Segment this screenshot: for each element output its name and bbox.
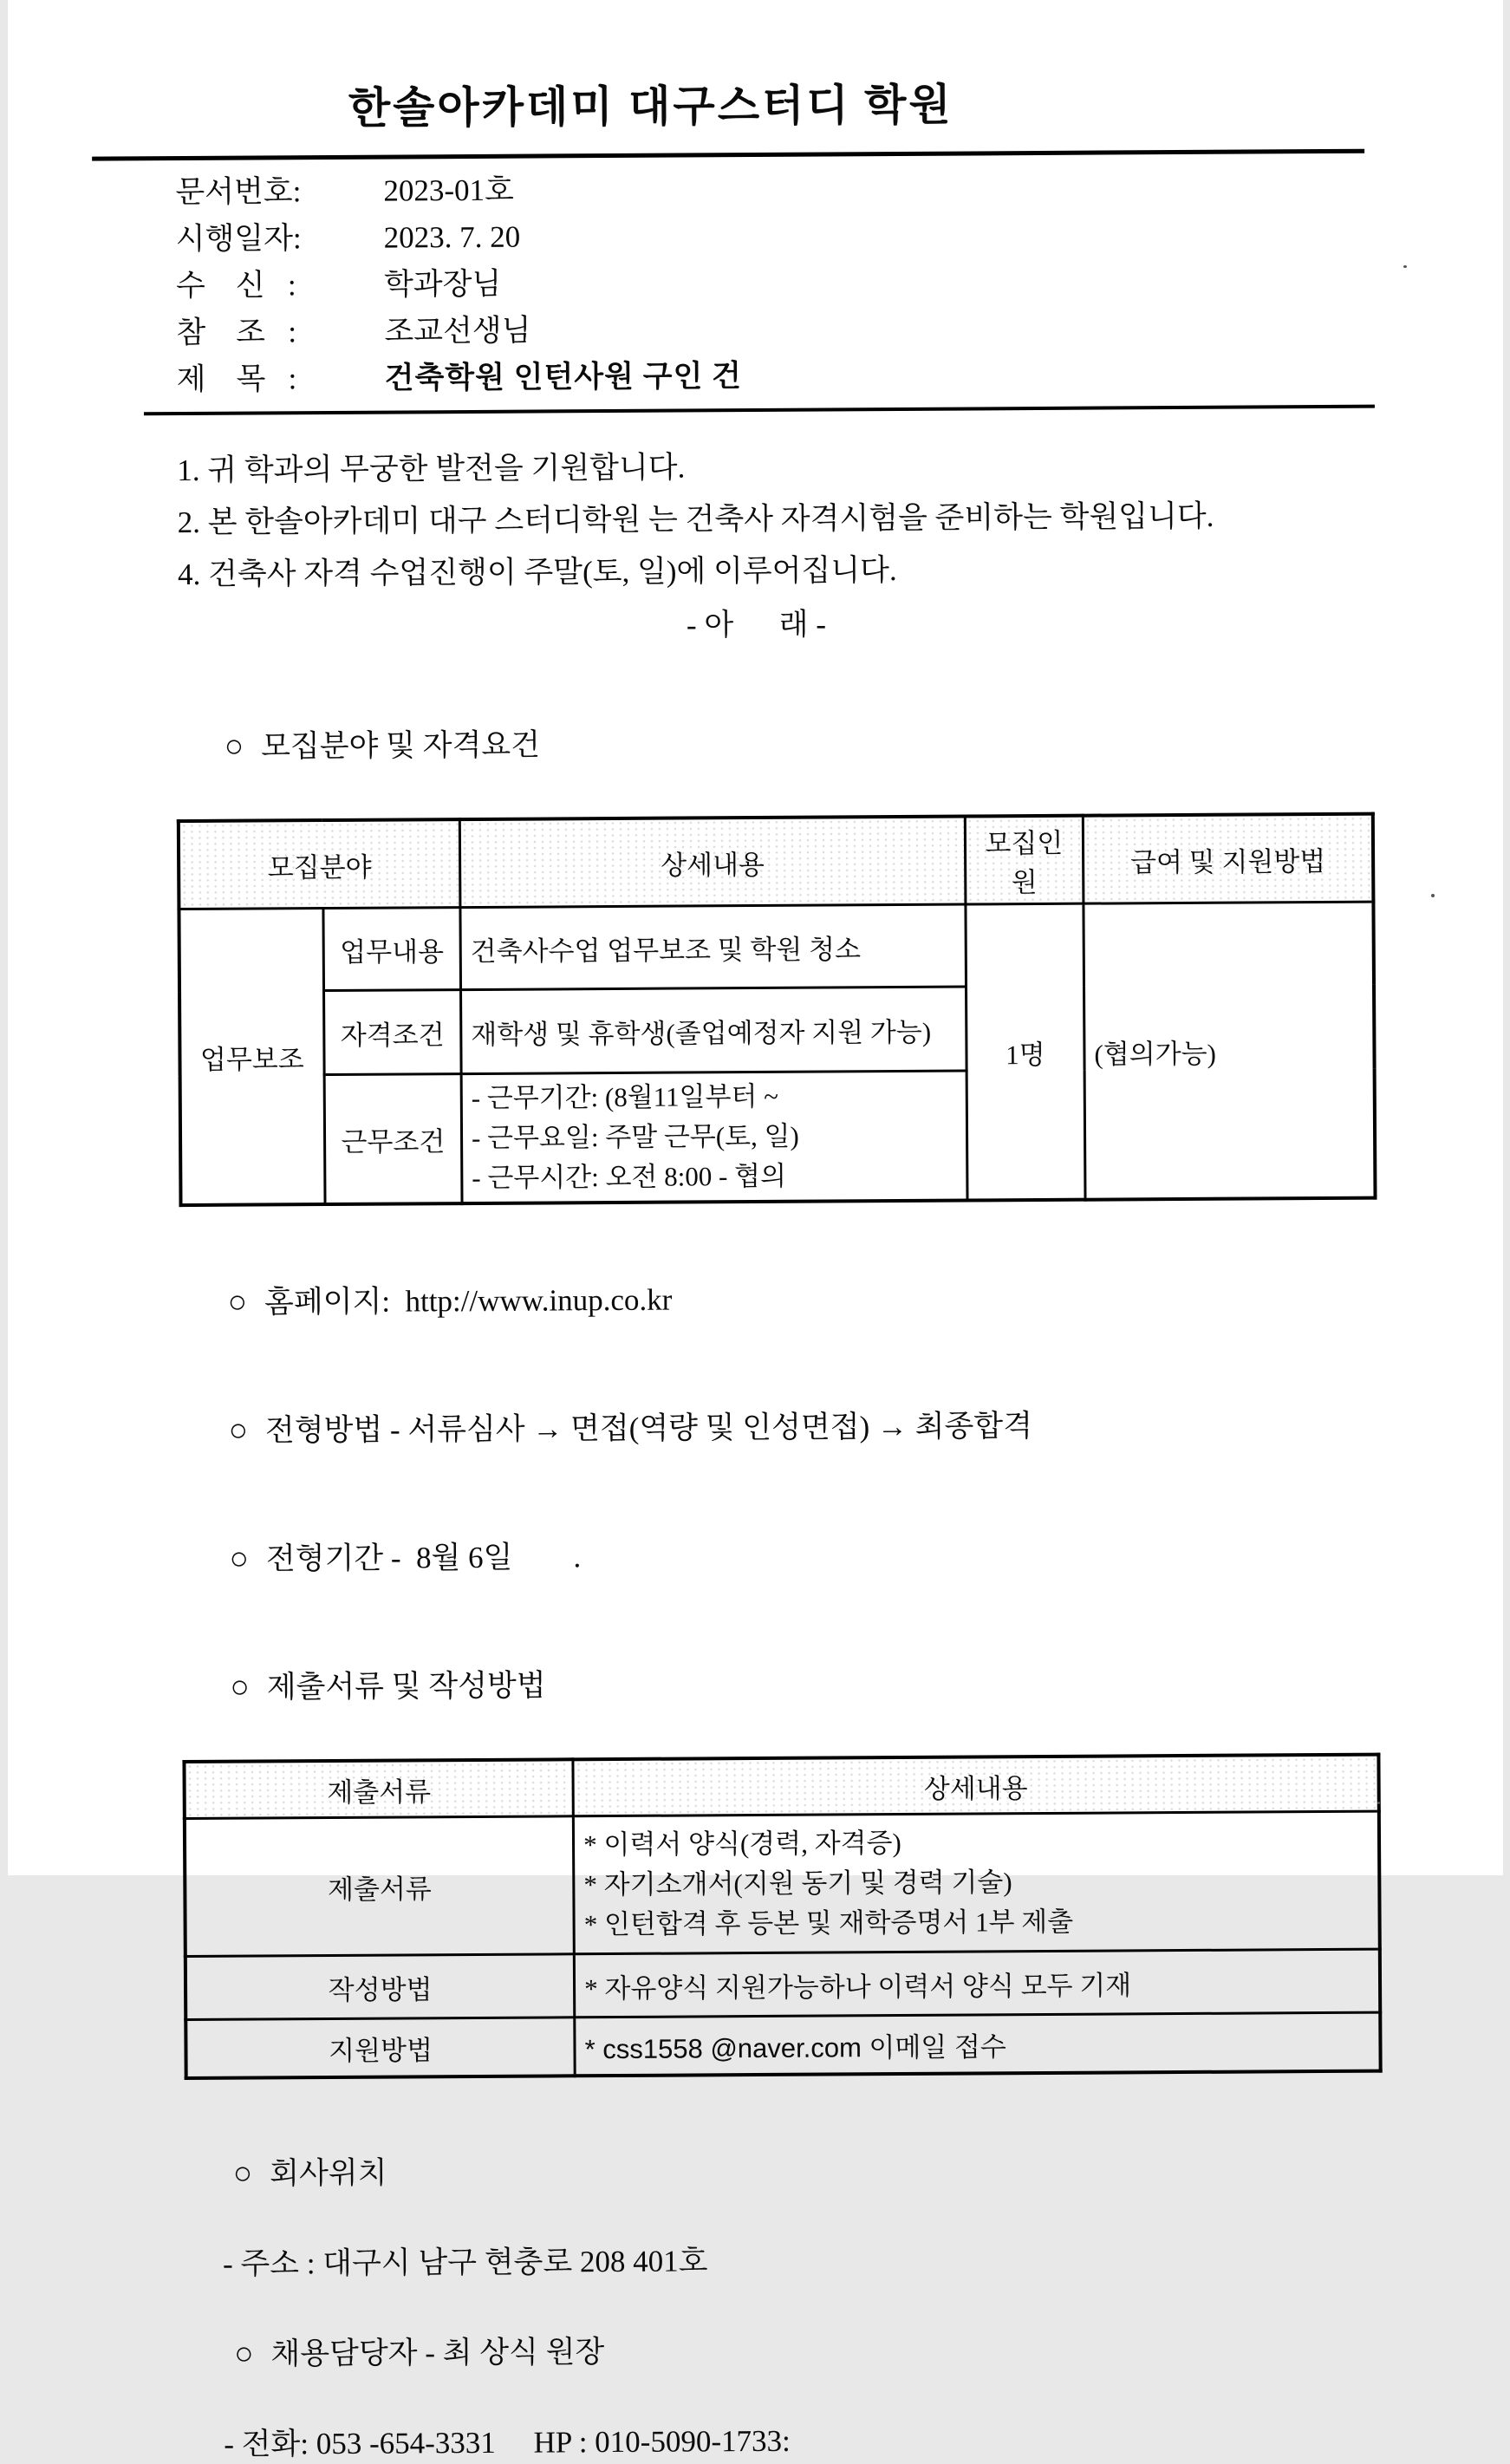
meta-row-recipient: [175, 256, 1364, 310]
documents-text: 제출서류 및 작성방법: [266, 1668, 546, 1705]
meta-value: 학과장님: [383, 266, 501, 302]
scanned-document-page: [8, 0, 1503, 2461]
circle-bullet-icon: ○: [233, 2336, 254, 2372]
phone-line: - 전화: 053 -654-3331 HP : 010-5090-1733:: [223, 2423, 791, 2461]
row-label-cell: 제출서류: [184, 1816, 574, 1957]
work-condition-lines: [471, 1076, 957, 1198]
meta-row-date: [175, 209, 1364, 263]
section-title: 모집분야 및 자격요건: [260, 727, 540, 764]
period-text: 전형기간 - 8월 6일 .: [265, 1540, 581, 1576]
work-days-line: - 근무요일: 주말 근무(토, 일): [471, 1120, 799, 1154]
section-company-location: [153, 2113, 1377, 2230]
detail-cell: 재학생 및 휴학생(졸업예정자 지원 가능): [460, 987, 966, 1074]
scan-speck: [1403, 265, 1407, 268]
below-divider-marker: - 아 래 -: [686, 607, 826, 642]
header-cell-headcount: 모집인원: [965, 816, 1084, 904]
apply-email-cell: * css1558 @naver.com 이메일 접수: [574, 2012, 1380, 2076]
meta-value: 조교선생님: [383, 313, 531, 349]
recruit-table-header-row: [178, 814, 1373, 909]
circle-bullet-icon: ○: [224, 728, 244, 765]
detail-cell: 건축사수업 업무보조 및 학원 청소: [459, 904, 965, 990]
header-cell-detail: 상세내용: [573, 1755, 1379, 1816]
certificate-line: * 인턴합격 후 등본 및 재학증명서 1부 제출: [583, 1906, 1073, 1940]
submission-table-header-row: [184, 1755, 1378, 1819]
category-cell: 업무보조: [179, 909, 324, 1206]
meta-label: 제 목 :: [176, 362, 296, 397]
row-label-cell: 업무내용: [322, 908, 460, 991]
recruiter-text: 채용담당자 - 최 상식 원장: [270, 2335, 604, 2371]
location-text: 회사위치: [269, 2155, 387, 2191]
submission-table-row-format: [185, 1949, 1379, 2019]
detail-cell: [573, 1811, 1379, 1954]
section-homepage: [148, 1242, 1371, 1359]
section-recruit-field: [145, 686, 1368, 803]
body-block: [144, 438, 1367, 654]
row-label-cell: 작성방법: [185, 1954, 574, 2020]
subject-divider-rule: [143, 405, 1374, 416]
row-label-cell: 자격조건: [323, 990, 461, 1075]
headcount-cell: 1명: [965, 903, 1084, 1200]
meta-row-cc: [176, 303, 1365, 356]
row-label-cell: 지원방법: [185, 2017, 575, 2078]
scan-speck: [1431, 894, 1435, 897]
section-selection-process: [149, 1370, 1372, 1487]
header-cell-field: 모집분야: [178, 819, 459, 909]
meta-block: [142, 162, 1366, 404]
work-period-line: - 근무기간: (8월11일부터 ~: [471, 1080, 778, 1114]
document-content: [3, 0, 1509, 2461]
detail-cell: * 자유양식 지원가능하나 이력서 양식 모두 기재: [574, 1949, 1380, 2017]
submission-table-row-docs: [184, 1811, 1379, 1956]
process-text: 전형방법 - 서류심사 → 면접(역량 및 인성면접) → 최종합격: [264, 1409, 1032, 1448]
section-submission-docs: [151, 1626, 1374, 1744]
circle-bullet-icon: ○: [232, 2155, 252, 2192]
meta-row-subject: [176, 349, 1365, 403]
cover-letter-line: * 자기소개서(지원 동기 및 경력 기술): [583, 1867, 1012, 1900]
meta-row-doc-number: [175, 162, 1364, 216]
header-cell-detail: 상세내용: [459, 817, 965, 908]
submission-table: [182, 1753, 1382, 2080]
meta-label: 수 신 :: [175, 268, 296, 303]
header-cell-doc: 제출서류: [184, 1759, 573, 1818]
address-line: - 주소 : 대구시 남구 현충로 208 401호: [222, 2244, 708, 2281]
header-cell-salary: 급여 및 지원방법: [1083, 814, 1373, 904]
meta-value: 2023. 7. 20: [383, 219, 520, 255]
circle-bullet-icon: ○: [227, 1284, 247, 1320]
meta-label: 시행일자:: [175, 221, 302, 257]
title-divider-rule: [92, 149, 1364, 161]
doc-title: 한솔아카데미 대구스터디 학원: [348, 80, 954, 133]
doc-requirement-lines: [583, 1821, 1370, 1946]
body-paragraph-2: 2. 본 한솔아카데미 대구 스터디학원 는 건축사 자격시험을 준비하는 학원입니다.: [177, 499, 1214, 540]
resume-line: * 이력서 양식(경력, 자격증): [583, 1827, 901, 1861]
section-selection-period: [150, 1498, 1373, 1615]
submission-table-row-apply: [185, 2012, 1380, 2078]
circle-bullet-icon: ○: [229, 1669, 250, 1705]
meta-subject-value: 건축학원 인턴사원 구인 건: [384, 359, 742, 395]
scan-speck: [1377, 1802, 1380, 1804]
circle-bullet-icon: ○: [227, 1412, 248, 1449]
work-hours-line: - 근무시간: 오전 8:00 - 협의: [471, 1160, 786, 1194]
recruit-table: [176, 812, 1377, 1207]
row-label-cell: 근무조건: [323, 1074, 461, 1204]
body-paragraph-4: 4. 건축사 자격 수업진행이 주말(토, 일)에 이루어집니다.: [177, 552, 897, 592]
homepage-text: 홈페이지: http://www.inup.co.kr: [264, 1282, 673, 1320]
recruit-table-row-duty: [179, 902, 1374, 991]
meta-label: 문서번호:: [174, 174, 301, 210]
section-recruiter: [155, 2293, 1378, 2410]
body-paragraph-1: 1. 귀 학과의 무궁한 발전을 기원합니다.: [176, 450, 685, 488]
circle-bullet-icon: ○: [228, 1541, 249, 1577]
meta-value: 2023-01호: [382, 173, 514, 208]
salary-cell: (협의가능): [1083, 902, 1375, 1200]
meta-label: 참 조 :: [175, 315, 296, 350]
detail-cell: [461, 1071, 967, 1203]
